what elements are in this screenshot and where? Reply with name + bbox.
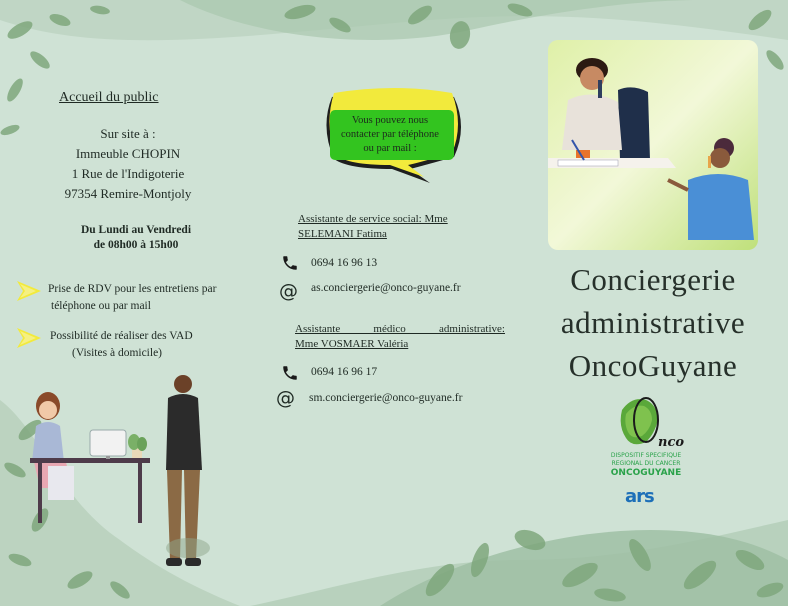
role-line: Assistante de service social: Mme <box>298 213 448 225</box>
hours-line: Du Lundi au Vendredi <box>80 224 192 236</box>
contact-role <box>295 322 505 352</box>
phone-call-illustration <box>548 40 758 250</box>
site-line: Immeuble CHOPIN <box>75 146 181 161</box>
bullet-line: Possibilité de réaliser des VAD <box>50 330 193 342</box>
arrow-bullet-icon <box>16 327 42 349</box>
logo-line: ONCOGUYANE <box>610 468 682 478</box>
title-line: OncoGuyane <box>568 348 738 383</box>
logo-mark: nco <box>658 435 685 450</box>
role-line: SELEMANI Fatima <box>298 228 387 240</box>
title-line: Conciergerie <box>570 262 736 297</box>
bubble-line: Vous pouvez nous <box>351 115 429 126</box>
role-line: Assistante médico administrative: <box>295 323 505 335</box>
logo-line: DISPOSITIF SPECIFIQUE <box>610 452 682 459</box>
logo-line: REGIONAL DU CANCER <box>611 459 681 467</box>
hours-line: de 08h00 à 15h00 <box>93 239 179 251</box>
title-line: administrative <box>560 305 746 340</box>
bullet-item <box>48 281 216 315</box>
phone-icon <box>281 254 299 272</box>
phone-number[interactable]: 0694 16 96 13 <box>311 257 378 269</box>
bubble-line: ou par mail : <box>363 143 417 154</box>
email-address[interactable]: as.conciergerie@onco-guyane.fr <box>311 282 461 294</box>
bullet-item <box>50 328 193 362</box>
arrow-bullet-icon <box>16 280 42 302</box>
logo-caption <box>596 452 696 479</box>
bullet-line: téléphone ou par mail <box>51 300 151 312</box>
public-reception-heading: Accueil du public <box>59 90 159 105</box>
contact-bubble-text <box>322 114 458 156</box>
phone-number[interactable]: 0694 16 96 17 <box>311 366 378 378</box>
site-line: 1 Rue de l'Indigoterie <box>71 166 185 181</box>
opening-hours-block <box>66 223 206 253</box>
phone-icon <box>281 364 299 382</box>
main-title <box>546 258 760 387</box>
site-line: 97354 Remire-Montjoly <box>64 186 192 201</box>
contact-role <box>298 212 488 242</box>
bullet-line: (Visites à domicile) <box>72 347 163 359</box>
email-address[interactable]: sm.conciergerie@onco-guyane.fr <box>309 392 463 404</box>
ars-logo: ars <box>625 486 654 507</box>
role-line: Mme VOSMAER Valéria <box>295 338 409 350</box>
at-icon: @ <box>276 387 295 409</box>
bubble-line: contacter par téléphone <box>341 129 439 140</box>
bullet-line: Prise de RDV pour les entretiens par <box>48 283 217 295</box>
at-icon: @ <box>279 280 298 302</box>
site-address-block <box>58 124 198 204</box>
site-line: Sur site à : <box>100 126 156 141</box>
reception-illustration <box>20 370 220 580</box>
